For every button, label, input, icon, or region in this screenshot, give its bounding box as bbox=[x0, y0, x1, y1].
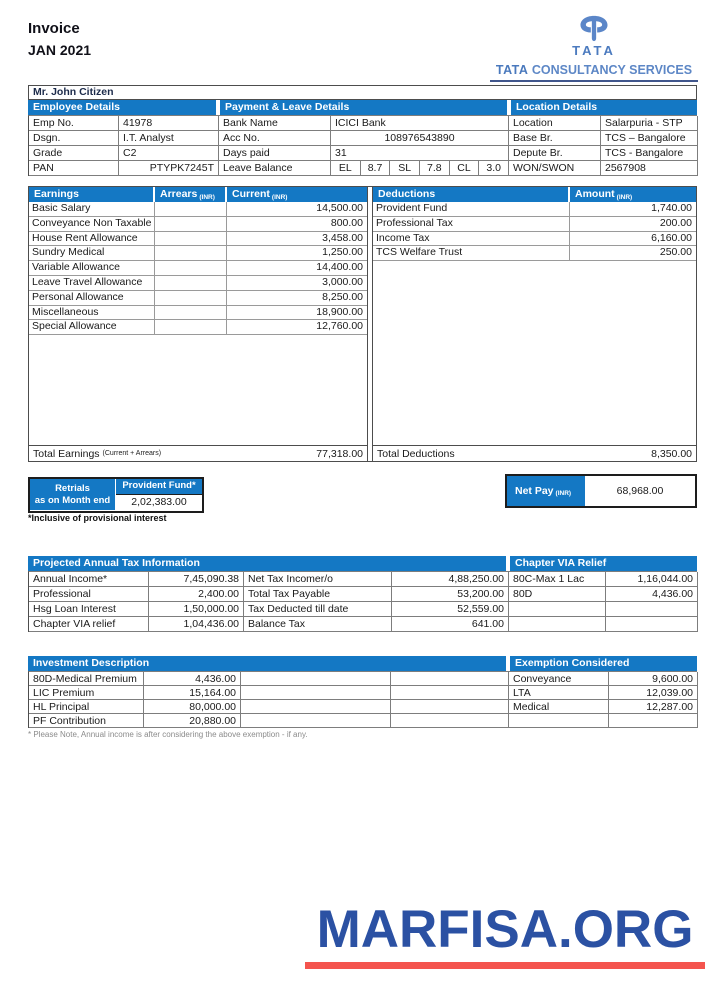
annual-income-footnote: * Please Note, Annual income is after considering the above exemption - if any. bbox=[28, 730, 308, 739]
investment-label: 80D-Medical Premium bbox=[29, 672, 144, 686]
tax-grid bbox=[28, 571, 697, 632]
empty-cell bbox=[241, 672, 391, 686]
detail-value: PTYPK7245T bbox=[119, 161, 219, 176]
page-title: Invoice bbox=[28, 20, 80, 37]
lockup-rest-text: CONSULTANCY SERVICES bbox=[528, 63, 693, 77]
empty-cell bbox=[391, 672, 509, 686]
company-lockup bbox=[490, 63, 698, 82]
earnings-deductions-table bbox=[28, 186, 697, 462]
total-earnings-note: (Current + Arrears) bbox=[102, 450, 162, 457]
leave-value: 8.7 bbox=[361, 161, 391, 175]
empty-cell bbox=[391, 686, 509, 700]
tata-emblem-icon bbox=[576, 14, 612, 42]
provident-fund-cell bbox=[116, 479, 202, 511]
tax-label: 80D bbox=[509, 587, 606, 602]
empty-cell bbox=[509, 714, 609, 728]
detail-label: Depute Br. bbox=[509, 146, 601, 161]
section-header-payment: Payment & Leave Details bbox=[220, 100, 507, 115]
empty-cell bbox=[391, 714, 509, 728]
col-amount: Amount $_{(INR)}$ bbox=[570, 187, 696, 202]
empty-cell bbox=[609, 714, 698, 728]
earnings-row: Basic Salary 14,500.00 bbox=[29, 202, 367, 217]
tax-label: Annual Income* bbox=[29, 572, 149, 587]
earnings-row: Personal Allowance 8,250.00 bbox=[29, 291, 367, 306]
details-table bbox=[28, 100, 697, 176]
tax-label: Total Tax Payable bbox=[244, 587, 392, 602]
tax-value: 1,16,044.00 bbox=[606, 572, 698, 587]
net-pay-label: Net Pay $_{(INR)}$ bbox=[507, 476, 585, 506]
empty-cell bbox=[241, 700, 391, 714]
investment-header-left: Investment Description bbox=[28, 656, 506, 671]
investment-value: 20,880.00 bbox=[144, 714, 241, 728]
deduction-row: Income Tax 6,160.00 bbox=[373, 232, 696, 247]
detail-label: Base Br. bbox=[509, 131, 601, 146]
total-earnings-label: Total Earnings bbox=[33, 447, 100, 460]
total-earnings-value: 77,318.00 bbox=[316, 447, 363, 460]
col-deductions: Deductions bbox=[373, 187, 570, 202]
investment-headers bbox=[28, 656, 697, 671]
deduction-row: TCS Welfare Trust 250.00 bbox=[373, 246, 696, 261]
tax-label: Net Tax Incomer/o bbox=[244, 572, 392, 587]
earnings-row: Miscellaneous 18,900.00 bbox=[29, 306, 367, 321]
earnings-empty-space bbox=[29, 335, 367, 445]
brand-block bbox=[490, 14, 698, 82]
col-earnings: Earnings bbox=[29, 187, 155, 202]
leave-value: 7.8 bbox=[420, 161, 450, 175]
detail-label: Location bbox=[509, 116, 601, 131]
detail-value: 31 bbox=[331, 146, 509, 161]
detail-label: Dsgn. bbox=[29, 131, 119, 146]
earnings-row: Conveyance Non Taxable 800.00 bbox=[29, 217, 367, 232]
investment-label: PF Contribution bbox=[29, 714, 144, 728]
col-current: Current $_{(INR)}$ bbox=[227, 187, 367, 202]
earnings-header bbox=[29, 187, 367, 202]
detail-label: Emp No. bbox=[29, 116, 119, 131]
deductions-header bbox=[373, 187, 696, 202]
detail-label: WON/SWON bbox=[509, 161, 601, 176]
empty-cell bbox=[241, 686, 391, 700]
provident-fund-value: 2,02,383.00 bbox=[116, 495, 202, 511]
detail-value: ICICI Bank bbox=[331, 116, 509, 131]
tax-value: 7,45,090.38 bbox=[149, 572, 244, 587]
exemption-label: Conveyance bbox=[509, 672, 609, 686]
total-deductions-label: Total Deductions bbox=[377, 447, 455, 460]
investment-table bbox=[28, 656, 697, 728]
tax-value bbox=[606, 617, 698, 632]
detail-label: Days paid bbox=[219, 146, 331, 161]
detail-value: TCS - Bangalore bbox=[601, 146, 698, 161]
detail-value: TCS – Bangalore bbox=[601, 131, 698, 146]
provident-fund-label: Provident Fund* bbox=[116, 479, 202, 495]
leave-balance-cells bbox=[331, 161, 509, 176]
earnings-row: House Rent Allowance 3,458.00 bbox=[29, 232, 367, 247]
tax-value: 4,88,250.00 bbox=[392, 572, 509, 587]
employee-name: Mr. John Citizen bbox=[28, 85, 697, 100]
tax-label: Balance Tax bbox=[244, 617, 392, 632]
detail-label: Grade bbox=[29, 146, 119, 161]
tata-wordmark: TATA bbox=[572, 43, 616, 58]
exemption-label: LTA bbox=[509, 686, 609, 700]
tax-header-right: Chapter VIA Relief bbox=[510, 556, 697, 571]
total-deductions-value: 8,350.00 bbox=[651, 447, 692, 460]
lockup-bold-text: TATA bbox=[495, 63, 529, 77]
tax-label: Hsg Loan Interest bbox=[29, 602, 149, 617]
leave-type: SL bbox=[390, 161, 420, 175]
provident-fund-footnote: *Inclusive of provisional interest bbox=[28, 513, 167, 523]
deductions-section bbox=[372, 187, 696, 461]
detail-value: 2567908 bbox=[601, 161, 698, 176]
tax-label: Chapter VIA relief bbox=[29, 617, 149, 632]
detail-value: I.T. Analyst bbox=[119, 131, 219, 146]
earnings-row: Variable Allowance 14,400.00 bbox=[29, 261, 367, 276]
deductions-empty-space bbox=[373, 261, 696, 445]
detail-label: Leave Balance bbox=[219, 161, 331, 176]
deduction-row: Provident Fund 1,740.00 bbox=[373, 202, 696, 217]
investment-grid bbox=[28, 671, 697, 728]
marfisa-underline bbox=[305, 962, 705, 969]
investment-value: 80,000.00 bbox=[144, 700, 241, 714]
section-header-employee: Employee Details bbox=[28, 100, 216, 115]
exemption-value: 9,600.00 bbox=[609, 672, 698, 686]
total-deductions-row bbox=[373, 445, 696, 461]
exemption-value: 12,287.00 bbox=[609, 700, 698, 714]
net-pay-box bbox=[505, 474, 697, 508]
detail-value: Salarpuria - STP bbox=[601, 116, 698, 131]
exemption-label: Medical bbox=[509, 700, 609, 714]
retrials-label: Retrials as on Month end bbox=[30, 479, 116, 510]
retrials-box bbox=[28, 477, 204, 513]
tax-value: 641.00 bbox=[392, 617, 509, 632]
investment-label: LIC Premium bbox=[29, 686, 144, 700]
deduction-row: Professional Tax 200.00 bbox=[373, 217, 696, 232]
leave-type: CL bbox=[450, 161, 480, 175]
detail-value: 41978 bbox=[119, 116, 219, 131]
total-earnings-row bbox=[29, 445, 367, 461]
investment-value: 4,436.00 bbox=[144, 672, 241, 686]
detail-value: 108976543890 bbox=[331, 131, 509, 146]
tax-value bbox=[606, 602, 698, 617]
empty-cell bbox=[241, 714, 391, 728]
col-arrears: Arrears $_{(INR)}$ bbox=[155, 187, 227, 202]
tax-headers bbox=[28, 556, 697, 571]
tax-value: 1,50,000.00 bbox=[149, 602, 244, 617]
earnings-row: Special Allowance 12,760.00 bbox=[29, 320, 367, 335]
net-pay-value: 68,968.00 bbox=[585, 476, 695, 506]
empty-cell bbox=[391, 700, 509, 714]
tax-header-left: Projected Annual Tax Information bbox=[28, 556, 506, 571]
tax-value: 2,400.00 bbox=[149, 587, 244, 602]
detail-value: C2 bbox=[119, 146, 219, 161]
tax-label: Tax Deducted till date bbox=[244, 602, 392, 617]
leave-type: EL bbox=[331, 161, 361, 175]
detail-label: Acc No. bbox=[219, 131, 331, 146]
marfisa-logo: MARFISA.ORG bbox=[316, 900, 694, 959]
tax-label bbox=[509, 617, 606, 632]
tax-label bbox=[509, 602, 606, 617]
leave-value: 3.0 bbox=[486, 162, 501, 174]
earnings-section bbox=[29, 187, 368, 461]
earnings-row: Leave Travel Allowance 3,000.00 bbox=[29, 276, 367, 291]
tax-table bbox=[28, 556, 697, 632]
tax-value: 52,559.00 bbox=[392, 602, 509, 617]
tax-label: Professional bbox=[29, 587, 149, 602]
tax-value: 53,200.00 bbox=[392, 587, 509, 602]
pay-period: JAN 2021 bbox=[28, 42, 92, 58]
investment-header-right: Exemption Considered bbox=[510, 656, 697, 671]
detail-label: PAN bbox=[29, 161, 119, 176]
tax-value: 4,436.00 bbox=[606, 587, 698, 602]
detail-label: Bank Name bbox=[219, 116, 331, 131]
section-header-location: Location Details bbox=[511, 100, 697, 115]
investment-label: HL Principal bbox=[29, 700, 144, 714]
details-grid bbox=[28, 115, 697, 176]
tax-label: 80C-Max 1 Lac bbox=[509, 572, 606, 587]
details-section-headers bbox=[28, 100, 697, 115]
earnings-row: Sundry Medical 1,250.00 bbox=[29, 246, 367, 261]
exemption-value: 12,039.00 bbox=[609, 686, 698, 700]
tax-value: 1,04,436.00 bbox=[149, 617, 244, 632]
investment-value: 15,164.00 bbox=[144, 686, 241, 700]
